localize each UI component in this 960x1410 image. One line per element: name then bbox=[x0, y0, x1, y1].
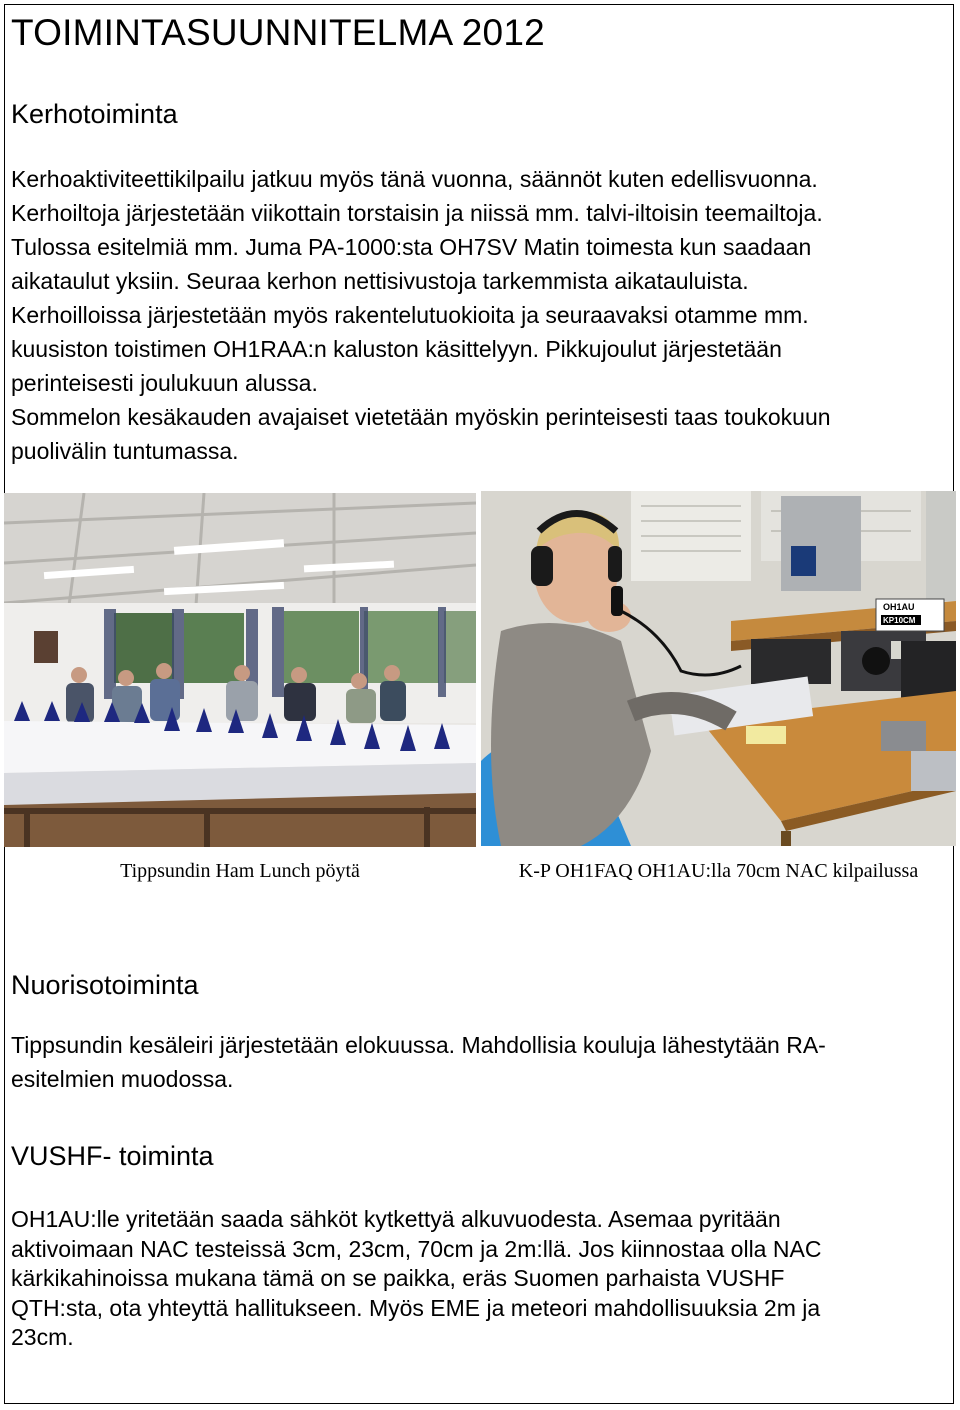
sign-subtitle: KP10CM bbox=[883, 616, 916, 625]
text-line: 23cm. bbox=[11, 1324, 74, 1350]
text-line: QTH:sta, ota yhteyttä hallitukseen. Myös EME ja meteori mahdollisuuksia 2m ja bbox=[11, 1294, 821, 1321]
text-line: OH1AU:lle yritetään saada sähköt kytkettyä alkuvuodesta. Asemaa pyritään bbox=[11, 1206, 781, 1232]
section-heading-kerhotoiminta: Kerhotoiminta bbox=[11, 99, 178, 129]
text-line: aktivoimaan NAC testeissä 3cm, 23cm, 70cm ja 2m:llä. Jos kiinnostaa olla NAC bbox=[11, 1235, 822, 1262]
photo-caption-radio-operator: K-P OH1FAQ OH1AU:lla 70cm NAC kilpailussa bbox=[518, 860, 919, 882]
text-line: Tippsundin kesäleiri järjestetään elokuussa. Mahdollisia kouluja lähestytään RA- bbox=[11, 1032, 826, 1058]
sign-callsign: OH1AU bbox=[883, 602, 915, 612]
text-line: aikataulut yksiin. Seuraa kerhon nettisivustoja tarkemmista aikatauluista. bbox=[11, 268, 749, 294]
section-text-vushf-toiminta bbox=[11, 1205, 941, 1353]
text-line: Tulossa esitelmiä mm. Juma PA-1000:sta OH7SV Matin toimesta kun saadaan bbox=[11, 234, 812, 260]
section-text-nuorisotoiminta bbox=[11, 1028, 941, 1096]
photo-radio-operator bbox=[481, 491, 956, 846]
text-line: Kerhoaktiviteettikilpailu jatkuu myös tänä vuonna, säännöt kuten edellisvuonna. bbox=[11, 166, 818, 192]
text-line: Kerhoiltoja järjestetään viikottain torstaisin ja niissä mm. talvi-iltoisin teemailtoja. bbox=[11, 200, 823, 226]
page-title: TOIMINTASUUNNITELMA 2012 bbox=[11, 12, 545, 53]
photo-ham-lunch-table bbox=[4, 493, 476, 847]
text-line: Kerhoilloissa järjestetään myös rakentelutuokioita ja seuraavaksi otamme mm. bbox=[11, 302, 809, 328]
text-line: Sommelon kesäkauden avajaiset vietetään myöskin perinteisesti taas toukokuun bbox=[11, 404, 831, 430]
text-line: kärkikahinoissa mukana tämä on se paikka, eräs Suomen parhaista VUSHF bbox=[11, 1265, 785, 1291]
text-line: perinteisesti joulukuun alussa. bbox=[11, 370, 318, 396]
text-line: esitelmien muodossa. bbox=[11, 1066, 234, 1092]
section-heading-nuorisotoiminta: Nuorisotoiminta bbox=[11, 970, 199, 1000]
section-heading-vushf-toiminta: VUSHF- toiminta bbox=[11, 1141, 214, 1171]
text-line: puolivälin tuntumassa. bbox=[11, 438, 239, 464]
section-text-kerhotoiminta bbox=[11, 162, 941, 468]
photo-caption-ham-lunch: Tippsundin Ham Lunch pöytä bbox=[120, 860, 360, 882]
text-line: kuusiston toistimen OH1RAA:n kaluston käsittelyyn. Pikkujoulut järjestetään bbox=[11, 336, 782, 362]
